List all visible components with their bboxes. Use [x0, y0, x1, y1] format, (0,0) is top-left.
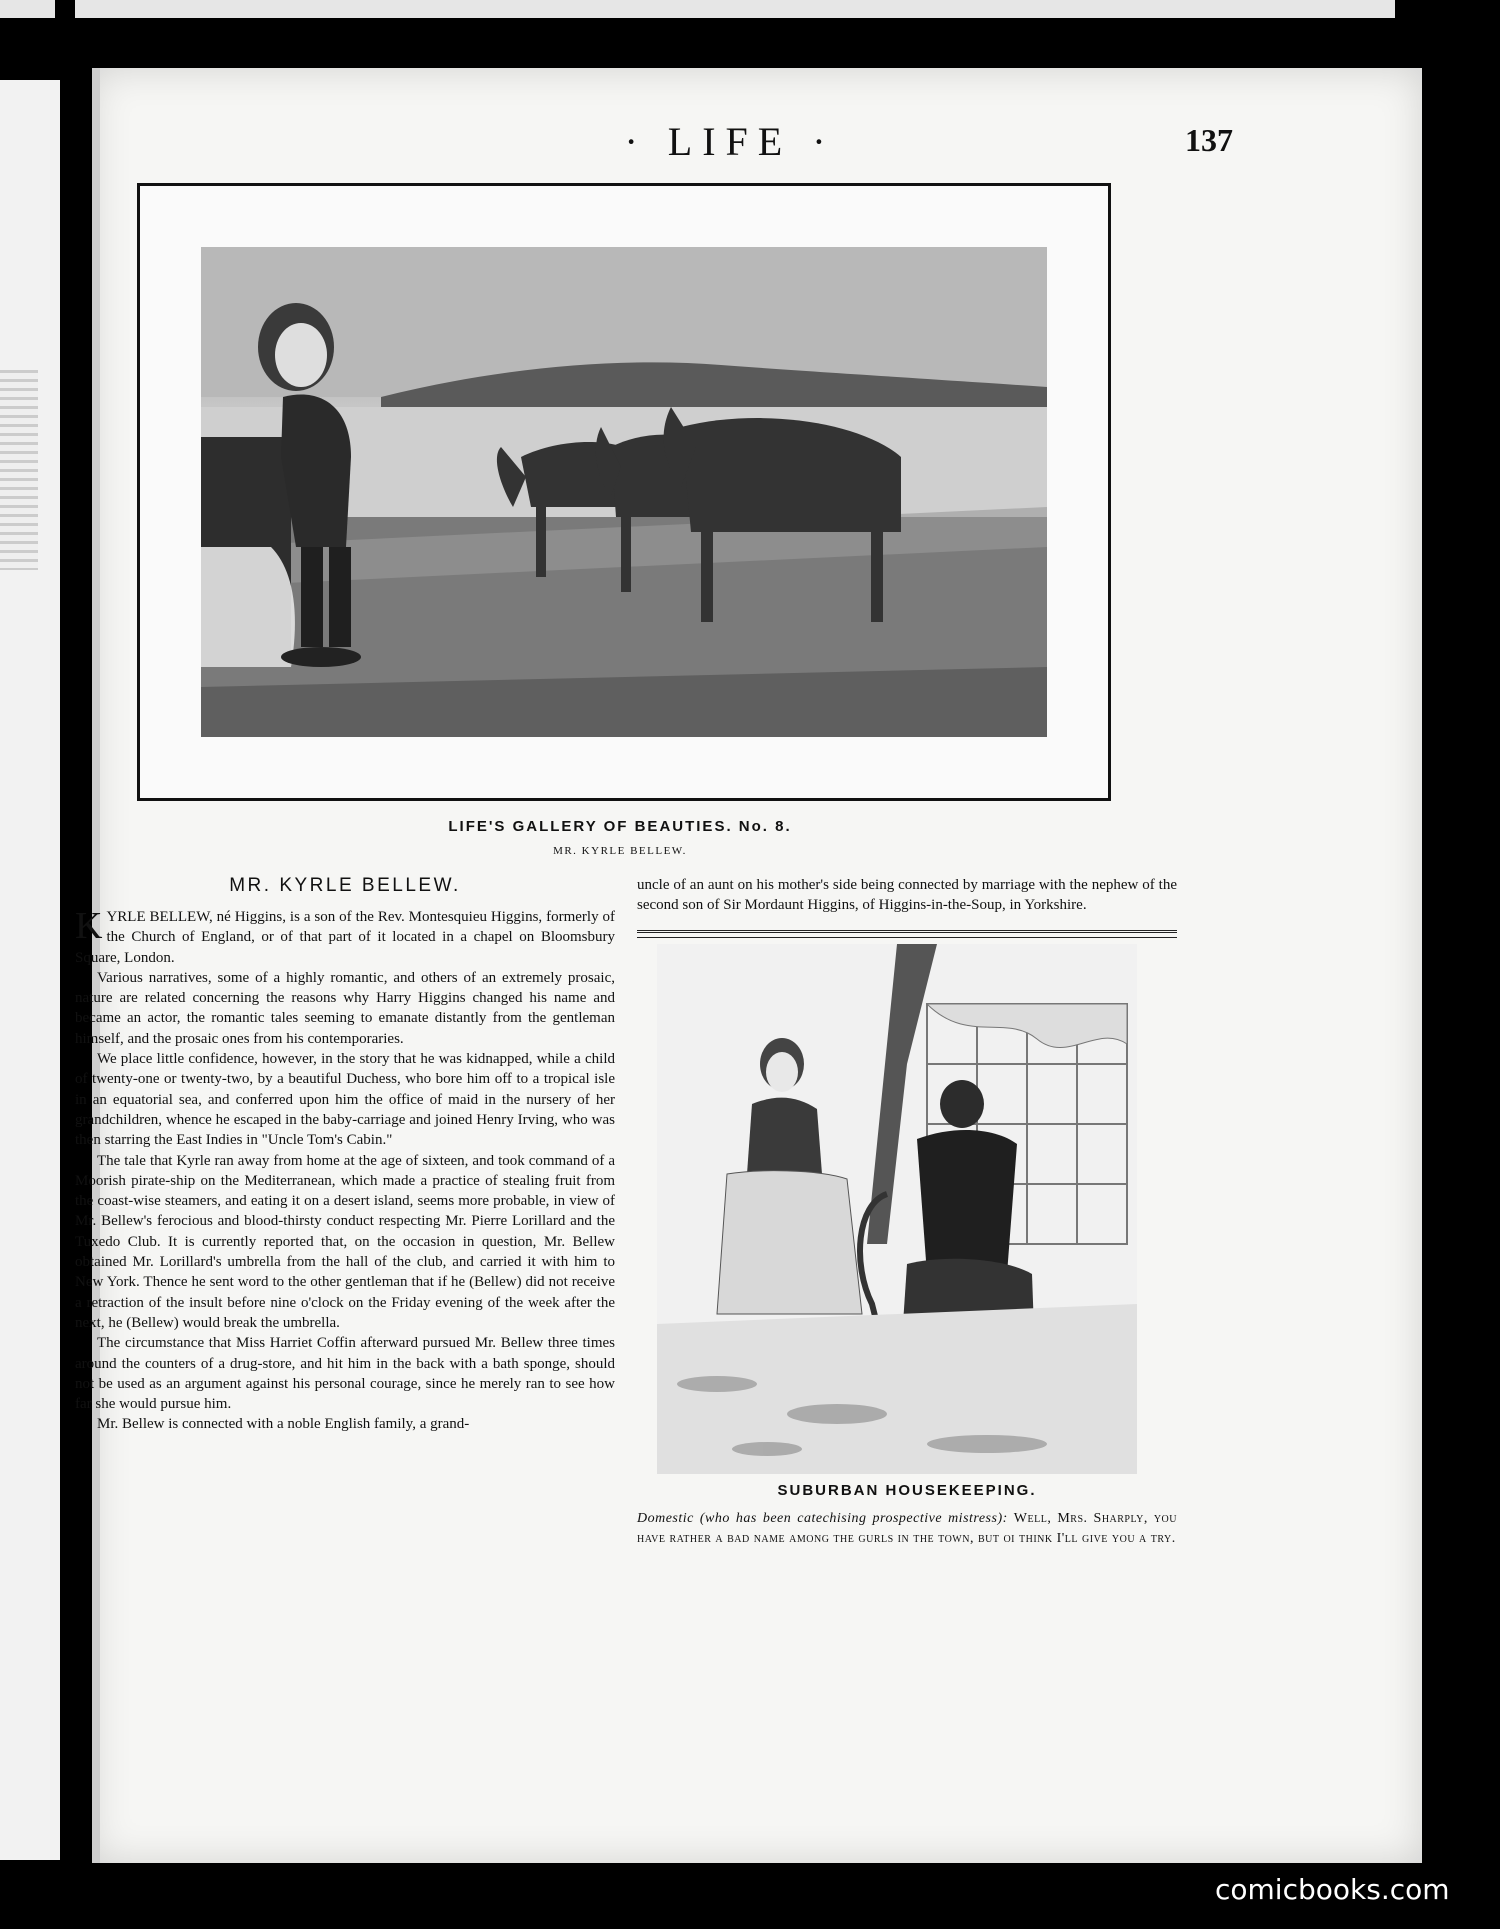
suburban-housekeeping-illustration	[657, 944, 1137, 1474]
article-paragraph-2: Various narratives, some of a highly romantic, and others of an extremely prosaic, nature are related concerning the reasons why Harry Higgins changed his name and became an actor, the romantic tales seeming to emanate distantly from the gentleman himself, and the prosaic ones from his contemporaries.	[75, 969, 615, 1047]
article-left-column	[75, 875, 615, 1435]
illustration-title: SUBURBAN HOUSEKEEPING.	[777, 1481, 1037, 1499]
drop-cap: K	[75, 905, 103, 947]
adjacent-page-illustration-fragment	[0, 370, 38, 570]
page-number: 137	[1185, 122, 1233, 158]
caption-speaker: Domestic (who has been catechising prospective mistress):	[637, 1510, 1008, 1526]
article-paragraph-4: The tale that Kyrle ran away from home at the age of sixteen, and took command of a Moorish pirate-ship on the Mediterranean, which made a practice of stealing fruit from the coast-wise steamers, and eating it on a desert island, seems more probable, in view of Mr. Bellew's ferocious and blood-thirsty conduct respecting Mr. Pierre Lorillard and the Tuxedo Club. It is currently reported that, on the occasion in question, Mr. Bellew obtained Mr. Lorillard's umbrella from the hall of the club, and carried it with him to New York. Thence he sent word to the other gentleman that if he (Bellew) did not receive a retraction of the insult before nine o'clock on the Friday evening of the week after the next, he (Bellew) would break the umbrella.	[75, 1152, 615, 1331]
article-paragraph-1-text: YRLE BELLEW, né Higgins, is a son of the Rev. Montesquieu Higgins, formerly of the Church of England, or of that part of it located in a chapel on Bloomsbury Square, London.	[75, 909, 615, 966]
gallery-caption-subtitle: MR. KYRLE BELLEW.	[553, 845, 687, 857]
article-paragraph-3: We place little confidence, however, in the story that he was kidnapped, while a child of twenty-one or twenty-two, by a beautiful Duchess, who bore him off to a tropical isle in an equatorial sea, and conferred upon him the office of maid in the nursery of her grandchildren, whence he escaped in the baby-carriage and joined Henry Irving, who was then starring the East Indies in "Uncle Tom's Cabin."	[75, 1051, 615, 1149]
gallery-caption-title: LIFE'S GALLERY OF BEAUTIES. No. 8.	[448, 818, 792, 835]
masthead: · LIFE ·	[624, 119, 836, 164]
watermark: comicbooks.com	[1215, 1873, 1450, 1906]
illustration-caption	[637, 1509, 1177, 1549]
column-divider-rule	[637, 930, 1177, 938]
caption-quote: Well, Mrs. Sharply, you have rather a bad name among the gurls in the town, but oi think I'll give you a try.	[637, 1510, 1177, 1546]
article-paragraph-5: The circumstance that Miss Harriet Coffin afterward pursued Mr. Bellew three times around the counters of a drug-store, and hit him in the back with a bath sponge, should not be used as an argument against his personal courage, since he merely ran to see how far she would pursue him.	[75, 1335, 615, 1413]
gallery-plate-image	[201, 247, 1047, 737]
article-title: MR. KYRLE BELLEW.	[229, 875, 461, 896]
parlour-scene-drawing	[657, 944, 1137, 1474]
adjacent-page-edge	[0, 80, 60, 1860]
article-paragraph-6: Mr. Bellew is connected with a noble English family, a grand-	[97, 1416, 470, 1433]
article-paragraph-6-continued: uncle of an aunt on his mother's side being connected by marriage with the nephew of the second son of Sir Mordaunt Higgins, of Higgins-in-the-Soup, in Yorkshire.	[637, 877, 1177, 914]
gallery-plate-frame	[137, 183, 1111, 801]
scan-edge-top-left	[0, 0, 55, 18]
article-right-column	[637, 875, 1177, 1549]
article-paragraph-1	[75, 907, 615, 968]
shore-donkeys-illustration	[201, 247, 1047, 737]
scan-edge-top	[75, 0, 1395, 18]
